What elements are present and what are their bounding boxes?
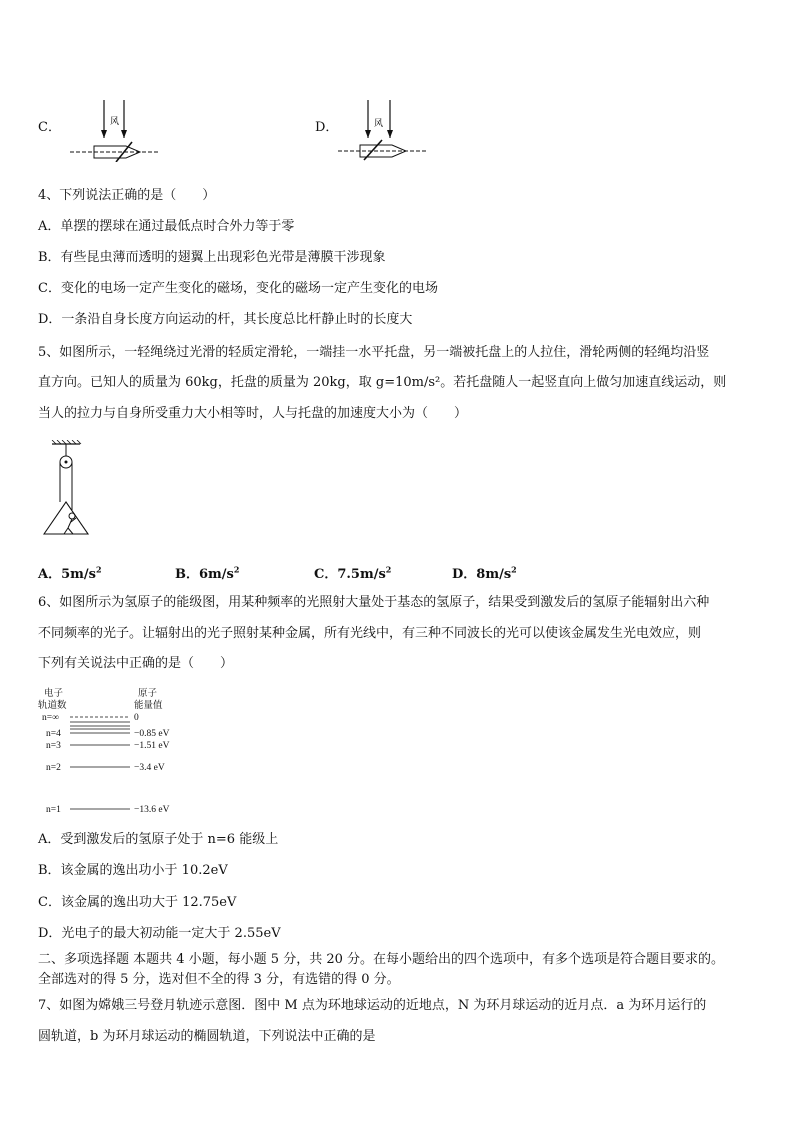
level-n2-label: n=2 bbox=[46, 763, 61, 773]
level-n1-label: n=1 bbox=[46, 805, 61, 815]
q7-stem-line-1: 7、如图为嫦娥三号登月轨迹示意图．图中 M 点为环地球运动的近地点，N 为环月球运动的近月点．a 为环月运行的 bbox=[38, 998, 707, 1013]
level-n-inf-label: n=∞ bbox=[42, 713, 59, 723]
diagram-left-header-2: 轨道数 bbox=[38, 701, 67, 711]
q6-stem-line-1: 6、如图所示为氢原子的能级图，用某种频率的光照射大量处于基态的氢原子，结果受到激发后的氢原子能辐射出六种 bbox=[38, 595, 710, 610]
level-n1-energy: −13.6 eV bbox=[134, 805, 170, 815]
level-n4-label: n=4 bbox=[46, 729, 61, 739]
diagram-right-header-1: 原子 bbox=[138, 689, 158, 699]
level-n2-energy: −3.4 eV bbox=[134, 763, 165, 773]
q6-option-c: C．该金属的逸出功大于 12.75eV bbox=[38, 895, 237, 910]
q5-stem-line-1: 5、如图所示，一轻绳绕过光滑的轻质定滑轮，一端挂一水平托盘，另一端被托盘上的人拉住，滑轮两侧的轻绳均沿竖 bbox=[38, 345, 710, 360]
level-n-inf-energy: 0 bbox=[134, 713, 139, 723]
q5-stem-line-3: 当人的拉力与自身所受重力大小相等时，人与托盘的加速度大小为（ ） bbox=[38, 406, 468, 421]
q4-option-c: C．变化的电场一定产生变化的磁场，变化的磁场一定产生变化的电场 bbox=[38, 281, 438, 296]
q5-option-a: A．$5m/s^2$ bbox=[38, 564, 102, 582]
q4-option-d: D．一条沿自身长度方向运动的杆，其长度总比杆静止时的长度大 bbox=[38, 312, 413, 327]
q6-energy-level-diagram bbox=[38, 686, 208, 816]
q3-option-d-figure bbox=[336, 100, 436, 162]
svg-text:风: 风 bbox=[110, 117, 120, 127]
svg-text:风: 风 bbox=[374, 119, 384, 129]
q5-pulley-figure bbox=[40, 440, 116, 540]
section2-instructions-line-2: 全部选对的得 5 分，选对但不全的得 3 分，有选错的得 0 分。 bbox=[38, 972, 400, 987]
level-n3-label: n=3 bbox=[46, 741, 61, 751]
q6-stem-line-3: 下列有关说法中正确的是（ ） bbox=[38, 656, 234, 671]
q4-stem: 4、下列说法正确的是（ ） bbox=[38, 188, 216, 203]
q5-option-d: D．$8m/s^2$ bbox=[452, 564, 517, 582]
diagram-left-header-1: 电子 bbox=[44, 689, 64, 699]
q4-option-a: A．单摆的摆球在通过最低点时合外力等于零 bbox=[38, 219, 295, 234]
q6-option-d: D．光电子的最大初动能一定大于 2.55eV bbox=[38, 926, 281, 941]
q3-option-d-label: D． bbox=[315, 120, 339, 135]
q4-option-b: B．有些昆虫薄而透明的翅翼上出现彩色光带是薄膜干涉现象 bbox=[38, 250, 386, 265]
level-n3-energy: −1.51 eV bbox=[134, 741, 170, 751]
q7-stem-line-2: 圆轨道，b 为环月球运动的椭圆轨道，下列说法中正确的是 bbox=[38, 1029, 376, 1044]
q6-option-b: B．该金属的逸出功小于 10.2eV bbox=[38, 863, 228, 878]
q3-option-c-figure bbox=[66, 100, 166, 162]
q5-option-b: B．$6m/s^2$ bbox=[175, 564, 240, 582]
diagram-right-header-2: 能量值 bbox=[134, 701, 163, 711]
q5-stem-line-2: 直方向。已知人的质量为 60kg，托盘的质量为 20kg，取 g=10m/s²。若托盘随人一起竖直向上做匀加速直线运动，则 bbox=[38, 375, 727, 390]
q3-option-c-label: C． bbox=[38, 120, 61, 135]
q5-option-c: C．$7.5m/s^2$ bbox=[314, 564, 392, 582]
q6-stem-line-2: 不同频率的光子。让辐射出的光子照射某种金属，所有光线中，有三种不同波长的光可以使该金属发生光电效应，则 bbox=[38, 626, 702, 641]
level-n4-energy: −0.85 eV bbox=[134, 729, 170, 739]
section2-instructions-line-1: 二、多项选择题 本题共 4 小题，每小题 5 分，共 20 分。在每小题给出的四个选项中，有多个选项是符合题目要求的。 bbox=[38, 952, 725, 967]
q6-option-a: A．受到激发后的氢原子处于 n=6 能级上 bbox=[38, 832, 279, 847]
